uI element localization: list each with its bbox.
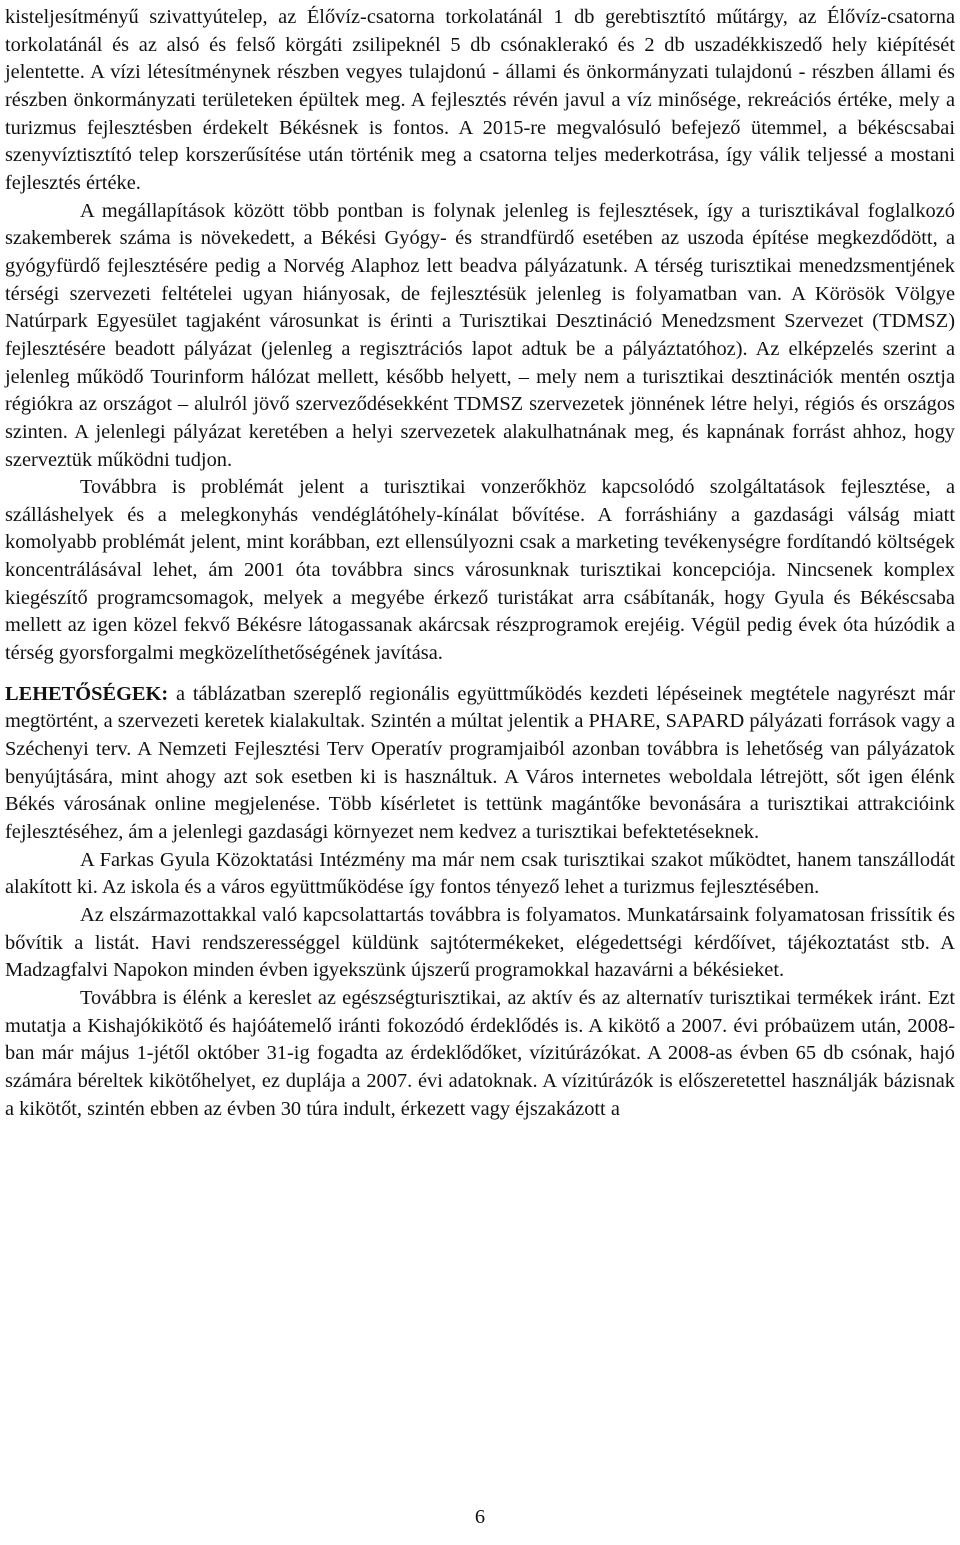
- paragraph-lehetosegek: [5, 681, 955, 847]
- page-number: 6: [474, 1506, 486, 1528]
- paragraph-megallapitasok: A megállapítások között több pontban is folynak jelenleg is fejlesztések, így a turisztikával foglalkozó szakemberek száma is növekedett, a Békési Gyógy- és strandfürdő esetében az uszoda építése megkezdődött, a gyógyfürdő fejlesztésére pedig a Norvég Alaphoz lett beadva pályázatunk. A térség turisztikai menedzsmentjének térségi szervezeti feltételei ugyan hiányosak, de fejlesztésük jelenleg is folyamatban van. A Körösök Völgye Natúrpark Egyesület tagjaként városunkat is érinti a Turisztikai Desztináció Menedzsment Szervezet (TDMSZ) fejlesztésére beadott pályázat (jelenleg a regisztrációs lapot adtuk be a pályáztatóhoz). Az elképzelés szerint a jelenleg működő Tourinform hálózat mellett, később helyett, – mely nem a turisztikai desztinációk mentén osztja régiókra az országot – alulról jövő szerveződésekként TDMSZ szervezetek jönnének létre helyi, régiós és országos szinten. A jelenlegi pályázat keretében a helyi szervezetek alakulhatnának meg, és kapnának forrást ahhoz, hogy szerveztük működni tudjon.: [5, 199, 955, 471]
- lehetosegek-heading: LEHETŐSÉGEK:: [5, 682, 169, 705]
- paragraph-tovabbra-problema: Továbbra is problémát jelent a turisztikai vonzerőkhöz kapcsolódó szolgáltatások fejlesztése, a szálláshelyek és a melegkonyhás vendéglátóhely-kínálat bővítése. A forráshiány a gazdasági válság miatt komolyabb problémát jelent, mint korábban, ezt ellensúlyozni csak a marketing tevékenységre fordítandó költségek koncentrálásával lehet, ám 2001 óta továbbra sincs városunknak turisztikai koncepciója. Nincsenek komplex kiegészítő programcsomagok, melyek a megyébe érkező turistákat arra csábítanák, hogy Gyula és Békéscsaba mellett az igen közel fekvő Békésre látogassanak akárcsak részprogramok erejéig. Végül pedig évek óta húzódik a térség gyorsforgalmi megközelíthetőségének javítása.: [5, 476, 955, 665]
- paragraph-elszarmazottak: Az elszármazottakkal való kapcsolattartás továbbra is folyamatos. Munkatársaink folyamatosan frissítik és bővítik a listát. Havi rendszerességgel küldünk sajtótermékeket, elégedettségi kérdőívet, tájékoztatást stb. A Madzagfalvi Napokon minden évben igyekszünk újszerű programokkal hazavárni a békésieket.: [5, 904, 955, 982]
- paragraph-kereslet: Továbbra is élénk a kereslet az egészségturisztikai, az aktív és az alternatív turisztikai termékek iránt. Ezt mutatja a Kishajókikötő és hajóátemelő iránti fokozódó érdeklődés is. A kikötő a 2007. évi próbaüzem után, 2008-ban már május 1-jétől október 31-ig fogadta az érdeklődőket, vízitúrázókat. A 2008-as évben 65 db csónak, hajó számára béreltek kikötőhelyet, ez duplája a 2007. évi adatoknak. A vízitúrázók is előszeretettel használják bázisnak a kikötőt, szintén ebben az évben 30 túra indult, érkezett vagy éjszakázott a: [5, 986, 955, 1120]
- paragraph-farkas-gyula: A Farkas Gyula Közoktatási Intézmény ma már nem csak turisztikai szakot működtet, hanem tanszállodát alakított ki. Az iskola és a város együttműködése így fontos tényező lehet a turizmus fejlesztésében.: [5, 848, 955, 899]
- paragraph-continuation: kisteljesítményű szivattyútelep, az Élővíz-csatorna torkolatánál 1 db gerebtisztító műtárgy, az Élővíz-csatorna torkolatánál és az alsó és felső körgáti zsilipeknél 5 db csónaklerakó és 2 db uszadékkiszedő hely kiépítését jelentette. A vízi létesítménynek részben vegyes tulajdonú - állami és önkormányzati tulajdonú - részben állami és részben önkormányzati területeken épültek meg. A fejlesztés révén javul a víz minősége, rekreációs értéke, mely a turizmus fejlesztésben érdekelt Békésnek is fontos. A 2015-re megvalósuló befejező ütemmel, a békéscsabai szenyvíztisztító telep korszerűsítése után történik meg a csatorna teljes mederkotrása, így válik teljessé a mostani fejlesztés értéke.: [5, 6, 955, 194]
- lehetosegek-body: a táblázatban szereplő regionális együttműködés kezdeti lépéseinek megtétele nagyrészt már megtörtént, a szervezeti keretek kialakultak. Szintén a múltat jelentik a PHARE, SAPARD pályázati források vagy a Széchenyi terv. A Nemzeti Fejlesztési Terv Operatív programjaiból azonban továbbra is lehetőség van pályázatok benyújtására, mint ahogy azt sok esetben ki is használtuk. A Város internetes weboldala létrejött, sőt igen élénk Békés városának online megjelenése. Több kísérletet is tettünk magántőke bevonására a turisztikai attrakcióink fejlesztéséhez, ám a jelenlegi gazdasági környezet nem kedvez a turisztikai befektetéseknek.: [5, 682, 955, 844]
